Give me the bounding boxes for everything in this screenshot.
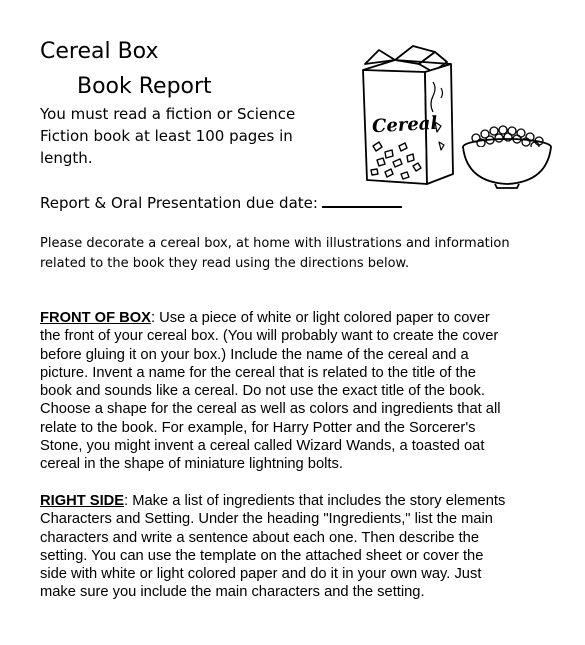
- front-of-box-heading: FRONT OF BOX: [40, 310, 151, 326]
- front-of-box-line: relate to the book. For example, for Harry Potter and the Sorcerer's: [40, 419, 476, 436]
- front-of-box-line: Choose a shape for the cereal as well as colors and ingredients that all: [40, 401, 501, 418]
- due-date-line: [40, 192, 402, 214]
- front-of-box-section: [40, 309, 560, 474]
- right-side-section: [40, 492, 560, 602]
- intro-line: Fiction book at least 100 pages in: [40, 127, 293, 145]
- right-side-line: side with white or light colored paper and do it in your own way. Just: [40, 566, 482, 583]
- intro-text: [40, 103, 295, 169]
- right-side-line: make sure you include the main characters and the setting.: [40, 584, 425, 601]
- right-side-text: : Make a list of ingredients that includes the story elements: [124, 493, 506, 509]
- right-side-first-line: [40, 492, 560, 510]
- right-side-line: setting. You can use the template on the attached sheet or cover the: [40, 547, 484, 564]
- right-side-heading: RIGHT SIDE: [40, 493, 125, 509]
- front-of-box-line: cereal in the shape of miniature lightning bolts.: [40, 456, 343, 473]
- right-side-line: Characters and Setting. Under the heading "Ingredients," list the main: [40, 511, 493, 528]
- front-of-box-line: picture. Invent a name for the cereal that is related to the title of the: [40, 364, 476, 381]
- cereal-illustration: [355, 42, 555, 192]
- cereal-bowl-icon: [463, 126, 551, 188]
- front-of-box-text: : Use a piece of white or light colored paper to cover: [150, 310, 490, 326]
- cereal-box-label: Cereal: [371, 112, 438, 138]
- page-title-line-2: Book Report: [77, 74, 212, 99]
- front-of-box-line: before gluing it on your box.) Include the name of the cereal and a: [40, 346, 469, 363]
- front-of-box-line: book and sounds like a cereal. Do not use the exact title of the book.: [40, 383, 485, 400]
- right-side-line: characters and write a sentence about each one. Then describe the: [40, 529, 480, 546]
- front-of-box-first-line: [40, 309, 560, 327]
- front-of-box-line: Stone, you might invent a cereal called Wizard Wands, a toasted oat: [40, 438, 485, 455]
- decorate-line: Please decorate a cereal box, at home with illustrations and information: [40, 236, 510, 251]
- decorate-line: related to the book they read using the directions below.: [40, 256, 410, 271]
- intro-line: You must read a fiction or Science: [40, 105, 296, 123]
- due-date-label: Report & Oral Presentation due date:: [40, 194, 318, 212]
- intro-line: length.: [40, 149, 93, 167]
- due-date-blank: [322, 194, 402, 208]
- decorate-instructions: [40, 234, 510, 274]
- page-title-line-1: Cereal Box: [40, 39, 159, 64]
- front-of-box-line: the front of your cereal box. (You will probably want to create the cover: [40, 328, 499, 345]
